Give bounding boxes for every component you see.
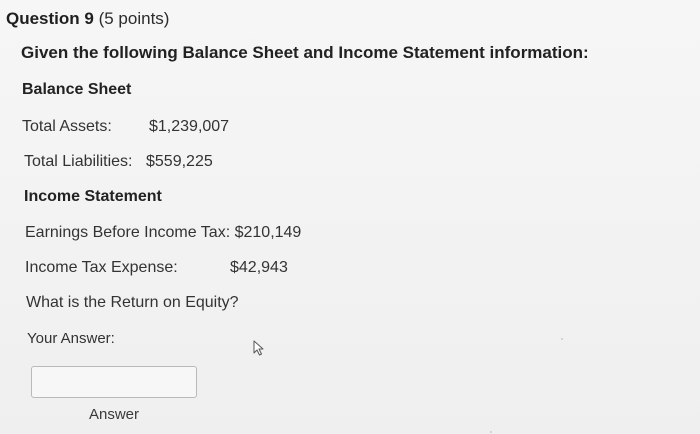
income-tax-expense-value: $42,943	[230, 259, 288, 276]
question-prompt: What is the Return on Equity?	[26, 294, 239, 311]
answer-input[interactable]	[31, 366, 197, 398]
total-assets-label: Total Assets:	[22, 118, 112, 135]
your-answer-label: Your Answer:	[27, 330, 115, 347]
decorative-dot	[490, 431, 492, 433]
total-assets-value: $1,239,007	[149, 118, 230, 135]
total-liabilities-label: Total Liabilities:	[24, 153, 133, 170]
answer-caption: Answer	[89, 406, 140, 423]
income-tax-expense-label: Income Tax Expense:	[25, 259, 178, 276]
question-header	[6, 8, 169, 30]
question-intro: Given the following Balance Sheet and Income Statement information:	[21, 43, 589, 62]
income-statement-heading: Income Statement	[24, 188, 162, 205]
balance-sheet-heading: Balance Sheet	[22, 81, 132, 98]
earnings-before-tax: Earnings Before Income Tax: $210,149	[25, 224, 302, 241]
mouse-pointer-icon	[252, 340, 266, 356]
decorative-dot	[561, 338, 563, 340]
question-title: Question 9	[6, 9, 94, 28]
total-liabilities-value: $559,225	[146, 153, 213, 170]
question-points: (5 points)	[98, 9, 170, 28]
